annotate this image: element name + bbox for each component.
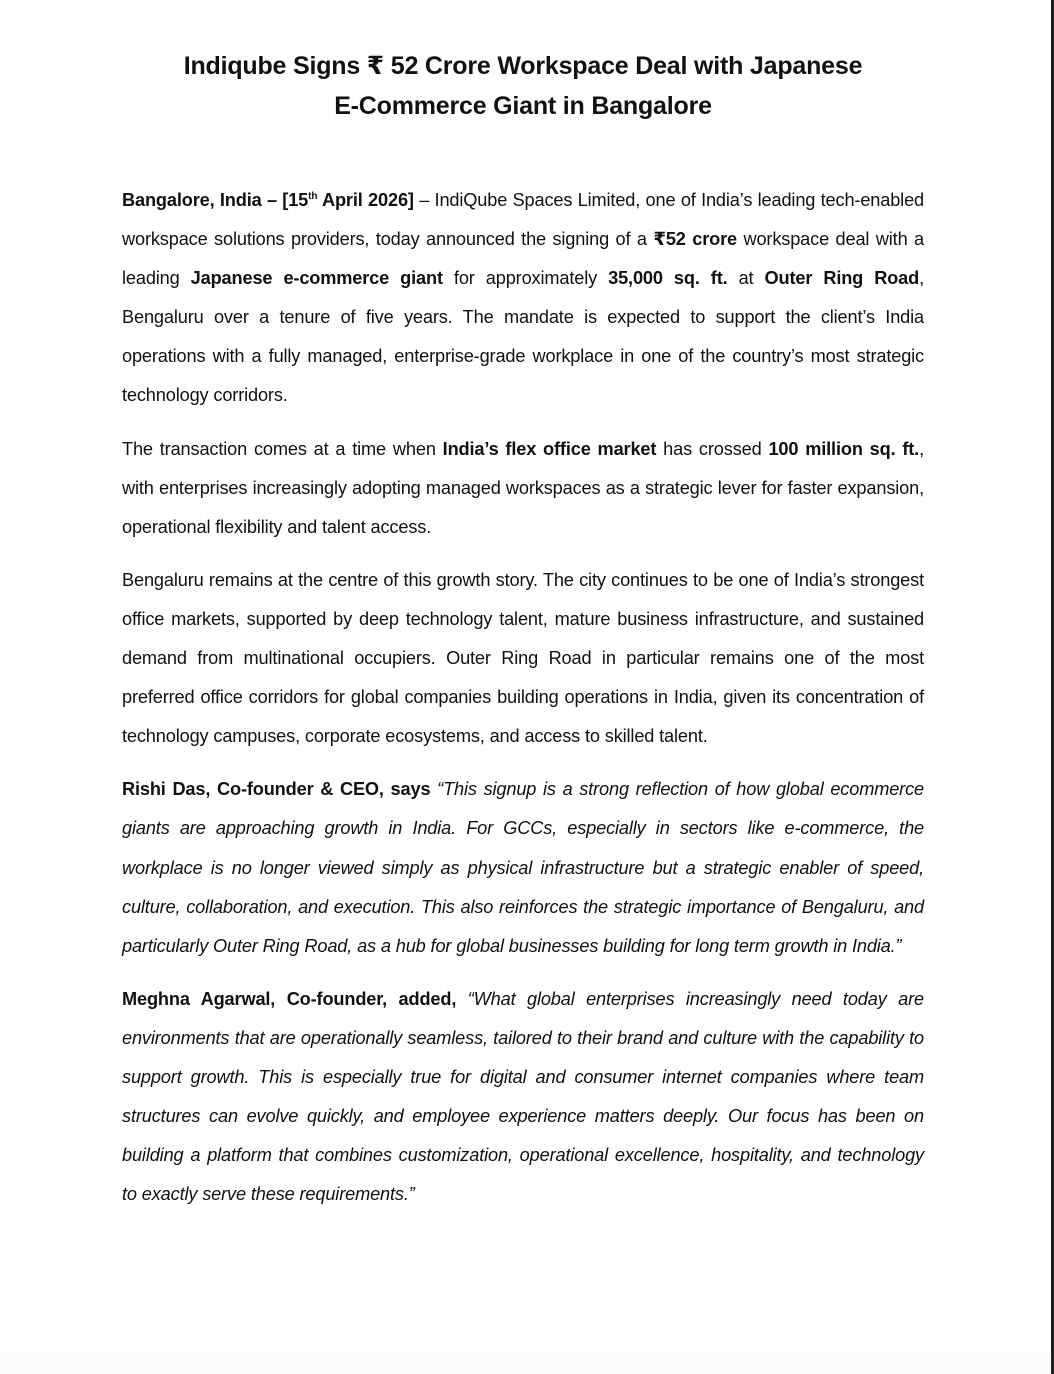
cofounder-attribution: Meghna Agarwal, Co-founder, added,: [122, 988, 457, 1009]
title-line-1: Indiqube Signs ₹ 52 Crore Workspace Deal with Japanese: [183, 52, 863, 80]
dateline: Bangalore, India – [15th April 2026]: [122, 190, 414, 210]
cofounder-quote: “What global enterprises increasingly need today are environments that are operationally seamless, tailored to their brand and culture with the capability to support growth. This is especially true for digital and consumer internet companies where team structures can evolve quickly, and employee experience matters deeply. Our focus has been on building a platform that combines customization, operational excellence, hospitality, and technology to exactly serve these requirements.”: [122, 988, 924, 1205]
ceo-attribution: Rishi Das, Co-founder & CEO, says: [122, 779, 431, 800]
client-description: Japanese e-commerce giant: [190, 268, 443, 289]
page-bottom-margin: [0, 1352, 1051, 1374]
deal-area: 35,000 sq. ft.: [608, 268, 728, 289]
document-body: [122, 181, 924, 1228]
deal-location: Outer Ring Road: [764, 268, 920, 289]
title-line-2: E-Commerce Giant in Bangalore: [334, 92, 712, 120]
paragraph-ceo-quote: [122, 770, 924, 965]
ceo-quote: “This signup is a strong reflection of how global ecommerce giants are approaching growth in India. For GCCs, especially in sectors like e-commerce, the workplace is no longer viewed simply as physical infrastructure but a strategic enabler of speed, culture, collaboration, and execution. This also reinforces the strategic importance of Bengaluru, and particularly Outer Ring Road, as a hub for global businesses building for long term growth in India.”: [122, 779, 924, 956]
paragraph-market: The transaction comes at a time when India’s flex office market has crossed 100 million sq. ft., with enterprises increasingly adopting managed workspaces as a strategic lever for faster expansion, operational flexibility and talent access.: [122, 438, 924, 537]
paragraph-cofounder-quote: [122, 980, 924, 1215]
paragraph-bengaluru: Bengaluru remains at the centre of this growth story. The city continues to be one of India’s strongest office markets, supported by deep technology talent, mature business infrastructure, and sustained demand from multinational occupiers. Outer Ring Road in particular remains one of the most preferred office corridors for global companies building operations in India, given its concentration of technology campuses, corporate ecosystems, and access to skilled talent.: [122, 569, 924, 747]
page-title: [122, 46, 924, 126]
market-highlight: India’s flex office market: [442, 438, 657, 459]
date-ordinal-suffix: th: [308, 190, 318, 202]
deal-value: ₹52 crore: [653, 229, 737, 250]
paragraph-intro: Bangalore, India – [15th April 2026] – IndiQube Spaces Limited, one of India’s leading tech-enabled workspace solutions providers, today announced the signing of a ₹52 crore workspace deal with a leading Japanese e-commerce giant for approximately 35,000 sq. ft. at Outer Ring Road, Bengaluru over a tenure of five years. The mandate is expected to support the client’s India operations with a fully managed, enterprise-grade workplace in one of the country’s most strategic technology corridors.: [122, 190, 924, 406]
market-size: 100 million sq. ft.: [768, 438, 920, 459]
